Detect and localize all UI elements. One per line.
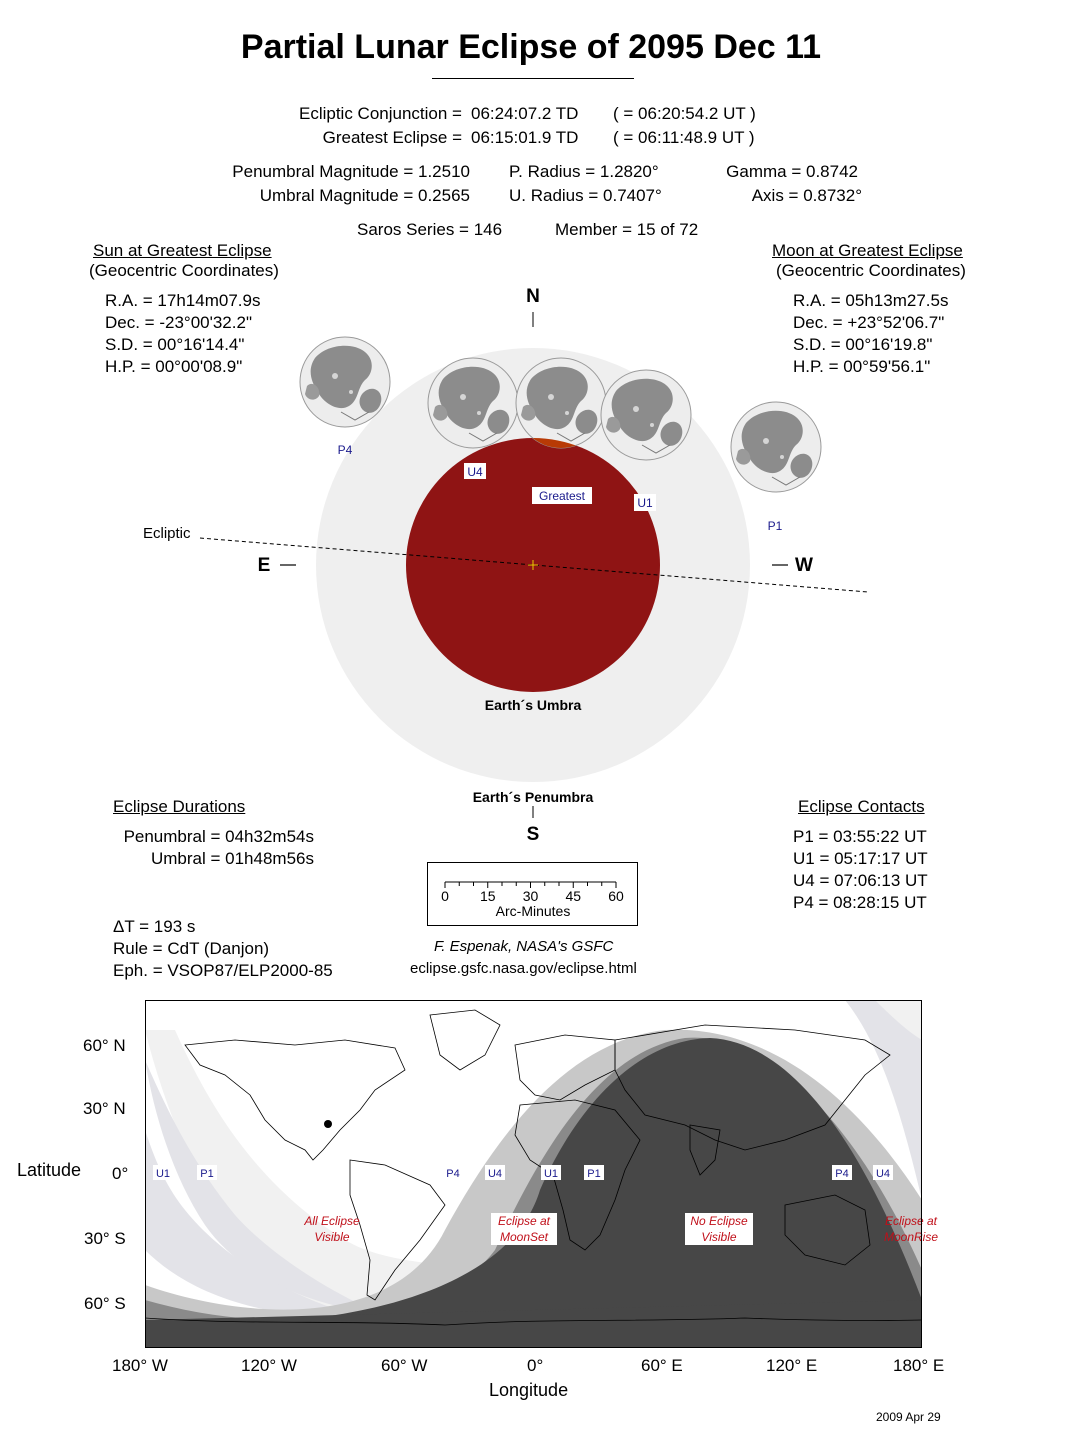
- map-contact-label: U4: [875, 1168, 891, 1180]
- title-underline: [432, 78, 634, 79]
- world-visibility-map: [145, 1000, 939, 1348]
- contact-p4: P4 = 08:28:15 UT: [793, 893, 927, 912]
- label-p4: P4: [337, 443, 353, 457]
- moon-p1: [731, 402, 821, 492]
- lon-tick-120w: 120° W: [241, 1356, 297, 1375]
- lon-tick-60e: 60° E: [641, 1356, 683, 1375]
- sun-subheading: (Geocentric Coordinates): [89, 261, 279, 280]
- lat-tick-60n: 60° N: [83, 1036, 126, 1055]
- scale-tick-label: 60: [608, 888, 624, 904]
- moon-subheading: (Geocentric Coordinates): [776, 261, 966, 280]
- contacts-heading: Eclipse Contacts: [798, 797, 925, 816]
- zone-moonrise-line2: MoonRise: [883, 1230, 939, 1244]
- moon-ra: R.A. = 05h13m27.5s: [793, 291, 949, 310]
- arc-minute-scale: [427, 862, 639, 927]
- zone-none-line1: No Eclipse: [690, 1214, 748, 1228]
- p-radius: P. Radius = 1.2820°: [509, 162, 659, 181]
- penumbra-label: Earth´s Penumbra: [472, 789, 594, 805]
- sun-dec: Dec. = -23°00'32.2": [105, 313, 252, 332]
- greatest-td: 06:15:01.9 TD: [471, 128, 579, 147]
- lat-tick-30n: 30° N: [83, 1099, 126, 1118]
- conjunction-ut: ( = 06:20:54.2 UT ): [613, 104, 756, 123]
- ephemeris: Eph. = VSOP87/ELP2000-85: [113, 961, 333, 980]
- credit-author: F. Espenak, NASA's GSFC: [434, 938, 614, 955]
- gamma: Gamma = 0.8742: [726, 162, 858, 181]
- map-contact-label: U1: [543, 1168, 559, 1180]
- label-greatest: Greatest: [538, 489, 586, 503]
- ecliptic-label: Ecliptic: [143, 525, 191, 542]
- moon-u1: [601, 370, 691, 460]
- scale-tick-label: 30: [522, 888, 539, 904]
- duration-penumbral: Penumbral = 04h32m54s: [123, 827, 314, 846]
- zone-none-line2: Visible: [701, 1230, 737, 1244]
- scale-label: Arc-Minutes: [495, 903, 571, 919]
- label-p1: P1: [767, 519, 783, 533]
- eclipse-diagram: [0, 280, 1082, 860]
- zone-all-line1: All Eclipse: [304, 1214, 360, 1228]
- west-label: W: [795, 555, 813, 576]
- label-u4: U4: [467, 465, 483, 479]
- map-contact-label: P1: [587, 1168, 601, 1180]
- moon-sd: S.D. = 00°16'19.8": [793, 335, 933, 354]
- umbra-label: Earth´s Umbra: [484, 697, 582, 713]
- moon-greatest: [516, 358, 606, 448]
- date-stamp: 2009 Apr 29: [876, 1410, 941, 1424]
- lon-tick-180e: 180° E: [893, 1356, 945, 1375]
- conjunction-label: Ecliptic Conjunction =: [298, 104, 462, 123]
- saros-series: Saros Series = 146: [357, 220, 503, 239]
- sun-hp: H.P. = 00°00'08.9": [105, 357, 243, 376]
- map-xlabel: Longitude: [489, 1380, 569, 1400]
- map-contact-label: U4: [487, 1168, 503, 1180]
- contact-u4: U4 = 07:06:13 UT: [793, 871, 928, 890]
- umbral-magnitude: Umbral Magnitude = 0.2565: [259, 186, 470, 205]
- moon-u4: [428, 358, 518, 448]
- axis: Axis = 0.8732°: [751, 186, 862, 205]
- greatest-label: Greatest Eclipse =: [322, 128, 462, 147]
- zone-moonset-line2: MoonSet: [499, 1230, 549, 1244]
- east-label: E: [257, 555, 271, 576]
- lat-tick-30s: 30° S: [84, 1229, 126, 1248]
- rule: Rule = CdT (Danjon): [113, 939, 270, 958]
- penumbral-magnitude: Penumbral Magnitude = 1.2510: [232, 162, 470, 181]
- moon-heading: Moon at Greatest Eclipse: [772, 241, 963, 260]
- sun-heading: Sun at Greatest Eclipse: [93, 241, 272, 260]
- lon-tick-0: 0°: [527, 1356, 544, 1375]
- north-label: N: [526, 286, 540, 307]
- contact-u1: U1 = 05:17:17 UT: [793, 849, 928, 868]
- saros-member: Member = 15 of 72: [555, 220, 699, 239]
- moon-hp: H.P. = 00°59'56.1": [793, 357, 931, 376]
- lon-tick-120e: 120° E: [766, 1356, 818, 1375]
- moon-p4: [300, 337, 390, 427]
- zone-all-line2: Visible: [314, 1230, 350, 1244]
- lat-tick-0: 0°: [112, 1164, 129, 1183]
- map-contact-label: P1: [200, 1168, 214, 1180]
- conjunction-td: 06:24:07.2 TD: [471, 104, 579, 123]
- map-contact-label: U1: [155, 1168, 171, 1180]
- scale-tick-label: 0: [441, 888, 449, 904]
- lat-tick-60s: 60° S: [84, 1294, 126, 1313]
- label-u1: U1: [637, 496, 653, 510]
- u-radius: U. Radius = 0.7407°: [509, 186, 662, 205]
- moon-dec: Dec. = +23°52'06.7": [793, 313, 945, 332]
- delta-t: ΔT = 193 s: [113, 917, 196, 936]
- lon-tick-180w: 180° W: [112, 1356, 168, 1375]
- map-contact-label: P4: [835, 1168, 849, 1180]
- zone-moonset-line1: Eclipse at: [497, 1214, 551, 1228]
- sun-ra: R.A. = 17h14m07.9s: [105, 291, 261, 310]
- duration-umbral: Umbral = 01h48m56s: [150, 849, 314, 868]
- durations-heading: Eclipse Durations: [113, 797, 246, 816]
- map-contact-label: P4: [446, 1168, 460, 1180]
- zone-moonrise-line1: Eclipse at: [884, 1214, 938, 1228]
- lon-tick-60w: 60° W: [381, 1356, 428, 1375]
- sun-sd: S.D. = 00°16'14.4": [105, 335, 245, 354]
- south-label: S: [526, 824, 540, 845]
- greatest-ut: ( = 06:11:48.9 UT ): [613, 128, 755, 147]
- scale-tick-label: 45: [565, 888, 582, 904]
- scale-tick-label: 15: [479, 888, 496, 904]
- page-title: Partial Lunar Eclipse of 2095 Dec 11: [240, 28, 822, 66]
- credit-url: eclipse.gsfc.nasa.gov/eclipse.html: [410, 960, 637, 977]
- map-ylabel: Latitude: [17, 1160, 82, 1180]
- contact-p1: P1 = 03:55:22 UT: [793, 827, 927, 846]
